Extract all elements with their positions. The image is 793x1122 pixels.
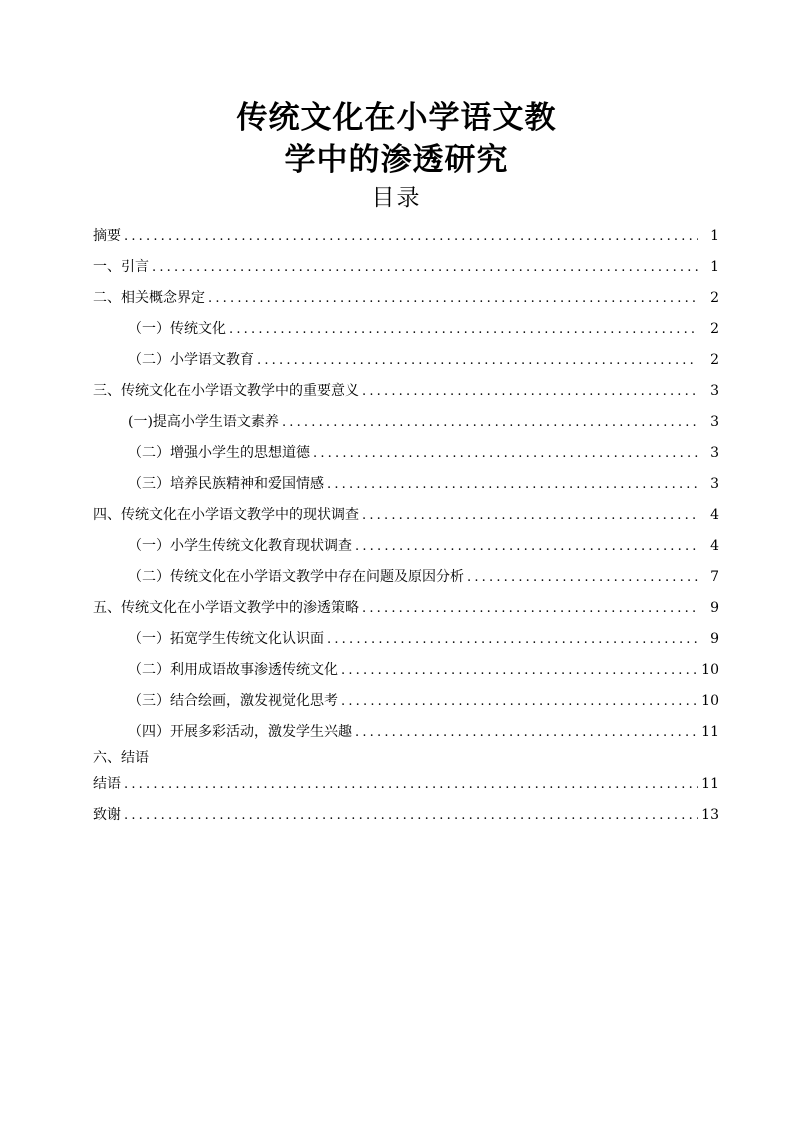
toc-heading: 目录 bbox=[371, 185, 422, 211]
toc-entry-page-number: 10 bbox=[701, 662, 719, 678]
toc-dot-leader bbox=[313, 438, 698, 469]
toc-entry-title: （二）利用成语故事渗透传统文化 bbox=[128, 662, 338, 678]
toc-entry[interactable] bbox=[93, 252, 719, 283]
toc-dot-leader bbox=[124, 800, 698, 831]
toc-entry-title: 一、引言 bbox=[93, 259, 149, 275]
toc-entry[interactable] bbox=[93, 314, 719, 345]
toc-entry-page-number: 2 bbox=[710, 290, 719, 306]
toc-dot-leader bbox=[229, 314, 698, 345]
toc-entry-page-number: 2 bbox=[710, 352, 719, 368]
toc-entry-page-number: 11 bbox=[701, 776, 719, 792]
toc-dot-leader bbox=[124, 769, 698, 800]
toc-dot-leader bbox=[355, 717, 698, 748]
toc-entry-page-number: 1 bbox=[710, 259, 719, 275]
toc-entry[interactable] bbox=[93, 531, 719, 562]
toc-entry[interactable] bbox=[93, 345, 719, 376]
document-title-line1: 传统文化在小学语文教 bbox=[236, 100, 557, 136]
toc-entry[interactable] bbox=[93, 686, 719, 717]
toc-entry-page-number: 11 bbox=[701, 724, 719, 740]
toc-entry[interactable] bbox=[93, 221, 719, 252]
toc-entry[interactable] bbox=[93, 717, 719, 748]
toc-entry-title: （一）传统文化 bbox=[128, 321, 226, 337]
toc-entry-page-number: 10 bbox=[701, 693, 719, 709]
toc-dot-leader bbox=[152, 252, 698, 283]
toc-entry[interactable] bbox=[93, 562, 719, 593]
toc-dot-leader bbox=[362, 376, 698, 407]
toc-entry-page-number: 13 bbox=[701, 807, 719, 823]
toc-entry-page-number: 4 bbox=[710, 538, 719, 554]
toc-entry-title: 结语 bbox=[93, 776, 121, 792]
toc-dot-leader bbox=[257, 345, 698, 376]
toc-entry-page-number: 3 bbox=[710, 476, 719, 492]
toc-entry-title: (一)提高小学生语文素养 bbox=[128, 414, 279, 430]
toc-entry-title: （二）小学语文教育 bbox=[128, 352, 254, 368]
toc-dot-leader bbox=[362, 593, 698, 624]
toc-entry[interactable] bbox=[93, 376, 719, 407]
toc-dot-leader bbox=[467, 562, 698, 593]
toc-entry-page-number: 9 bbox=[710, 600, 719, 616]
toc-entry-title: （三）培养民族精神和爱国情感 bbox=[128, 476, 324, 492]
toc-entry[interactable] bbox=[93, 624, 719, 655]
toc-entry[interactable] bbox=[93, 655, 719, 686]
toc-entry[interactable] bbox=[93, 407, 719, 438]
toc-dot-leader bbox=[341, 686, 698, 717]
toc-entry-page-number: 7 bbox=[710, 569, 719, 585]
toc-entry-title: 摘要 bbox=[93, 228, 121, 244]
toc-entry-title: 三、传统文化在小学语文教学中的重要意义 bbox=[93, 383, 359, 399]
toc-entry-page-number: 3 bbox=[710, 414, 719, 430]
toc-entry[interactable] bbox=[93, 769, 719, 800]
toc-entry-title: （一）小学生传统文化教育现状调查 bbox=[128, 538, 352, 554]
toc-dot-leader bbox=[327, 469, 698, 500]
toc-entry-page-number: 4 bbox=[710, 507, 719, 523]
toc-dot-leader bbox=[124, 221, 698, 252]
toc-entry-page-number: 9 bbox=[710, 631, 719, 647]
table-of-contents bbox=[93, 221, 719, 831]
document-title-line2: 学中的渗透研究 bbox=[284, 142, 509, 178]
toc-entry[interactable] bbox=[93, 500, 719, 531]
toc-entry-page-number: 3 bbox=[710, 383, 719, 399]
toc-dot-leader bbox=[341, 655, 698, 686]
toc-entry-title: 致谢 bbox=[93, 807, 121, 823]
toc-dot-leader bbox=[208, 283, 698, 314]
toc-entry[interactable] bbox=[93, 800, 719, 831]
toc-entry[interactable] bbox=[93, 593, 719, 624]
toc-entry-page-number: 2 bbox=[710, 321, 719, 337]
toc-dot-leader bbox=[327, 624, 698, 655]
toc-entry-page-number: 3 bbox=[710, 445, 719, 461]
toc-dot-leader bbox=[362, 500, 698, 531]
toc-entry-title: （四）开展多彩活动，激发学生兴趣 bbox=[128, 724, 352, 740]
toc-entry-title: 二、相关概念界定 bbox=[93, 290, 205, 306]
toc-entry[interactable] bbox=[93, 438, 719, 469]
toc-entry-title: （二）增强小学生的思想道德 bbox=[128, 445, 310, 461]
toc-entry[interactable] bbox=[93, 469, 719, 500]
toc-entry-title: （一）拓宽学生传统文化认识面 bbox=[128, 631, 324, 647]
toc-dot-leader bbox=[282, 407, 698, 438]
toc-entry-page-number: 1 bbox=[710, 228, 719, 244]
toc-entry[interactable] bbox=[93, 283, 719, 314]
toc-entry-title: （三）结合绘画，激发视觉化思考 bbox=[128, 693, 338, 709]
toc-entry-title: 五、传统文化在小学语文教学中的渗透策略 bbox=[93, 600, 359, 616]
toc-entry[interactable] bbox=[93, 748, 719, 769]
toc-entry-title: 四、传统文化在小学语文教学中的现状调查 bbox=[93, 507, 359, 523]
toc-entry-title: （二）传统文化在小学语文教学中存在问题及原因分析 bbox=[128, 569, 464, 585]
toc-entry-title: 六、结语 bbox=[93, 750, 149, 766]
toc-dot-leader bbox=[355, 531, 698, 562]
